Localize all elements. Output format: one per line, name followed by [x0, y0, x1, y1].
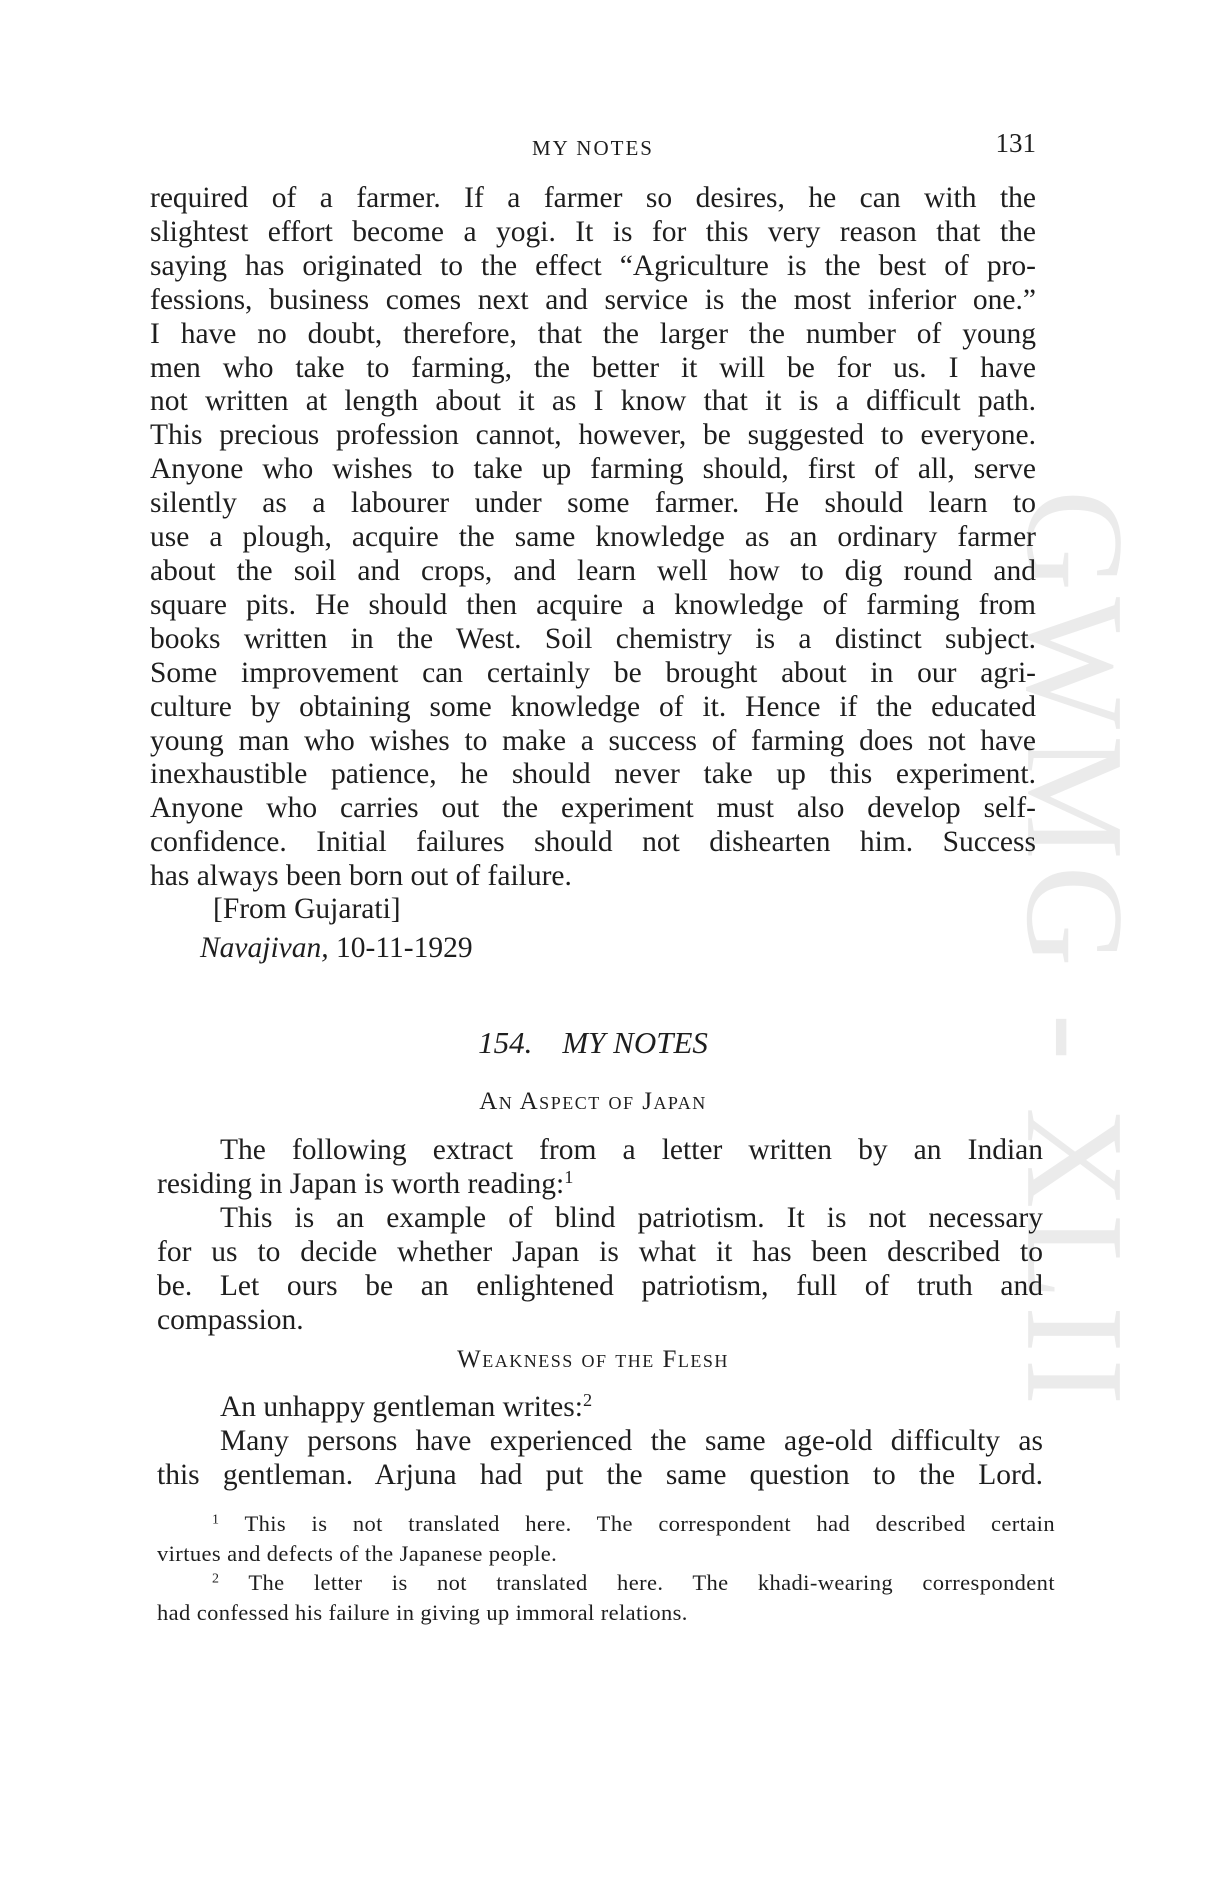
section-heading: Weakness of the Flesh — [457, 1346, 729, 1373]
footnote-line: virtues and defects of the Japanese people. — [157, 1540, 558, 1566]
text-line: Anyone who wishes to take up farming should, first of all, serve — [150, 453, 1036, 486]
running-head: MY NOTES — [532, 136, 654, 160]
text-line: this gentleman. Arjuna had put the same question to the Lord. — [157, 1458, 1043, 1491]
text-line: has always been born out of failure. — [150, 860, 572, 893]
text-line: silently as a labourer under some farmer. He should learn to — [150, 487, 1036, 520]
source-label: [From Gujarati] — [213, 893, 401, 925]
footnote-ref: 1 — [564, 1166, 574, 1187]
text-line: Anyone who carries out the experiment must also develop self- — [150, 792, 1036, 825]
text-line: saying has originated to the effect “Agriculture is the best of pro- — [150, 249, 1036, 282]
text-line: not written at length about it as I know that it is a difficult path. — [150, 385, 1036, 418]
text-line: culture by obtaining some knowledge of it. Hence if the educated — [150, 690, 1036, 723]
source-date: 10-11-1929 — [336, 932, 473, 964]
text-line: use a plough, acquire the same knowledge as an ordinary farmer — [150, 521, 1036, 554]
text-line: fessions, business comes next and service is the most inferior one.” — [150, 283, 1036, 316]
page-header — [150, 128, 1036, 168]
article-number: 154. — [478, 1025, 533, 1060]
text-line: young man who wishes to make a success of farming does not have — [150, 724, 1036, 757]
text-line: Some improvement can certainly be brought about in our agri- — [150, 656, 1036, 689]
source-publication: Navajivan, — [200, 932, 329, 964]
source-citation — [200, 932, 473, 965]
text-line: Many persons have experienced the same age-old difficulty as — [220, 1424, 1043, 1457]
text-line: This is an example of blind patriotism. It is not necessary — [220, 1201, 1043, 1234]
section-2-body — [157, 1391, 1043, 1493]
footnote-marker: 1 — [212, 1512, 220, 1528]
article-title — [150, 1025, 1036, 1061]
text-line: for us to decide whether Japan is what it has been described to — [157, 1235, 1043, 1268]
text-line: square pits. He should then acquire a knowledge of farming from — [150, 588, 1036, 621]
text-line: slightest effort become a yogi. It is for this very reason that the — [150, 215, 1036, 248]
section-heading: An Aspect of Japan — [479, 1088, 707, 1115]
text-line: I have no doubt, therefore, that the larger the number of young — [150, 317, 1036, 350]
text-line: confidence. Initial failures should not dishearten him. Success — [150, 826, 1036, 859]
text-line: An unhappy gentleman writes:$^2$ — [220, 1389, 593, 1423]
text-line: The following extract from a letter written by an Indian — [220, 1134, 1043, 1166]
watermark-text: GWMG - XLII — [997, 489, 1153, 1411]
page-number: 131 — [995, 128, 1036, 158]
footnote-line: $^2$ The letter is not translated here. The khadi-wearing correspondent — [212, 1570, 1055, 1595]
footnote-ref: 2 — [582, 1389, 593, 1410]
text-line: compassion. — [157, 1303, 304, 1336]
text-line: about the soil and crops, and learn well how to dig round and — [150, 554, 1036, 587]
text-line: residing in Japan is worth reading:$^1$ — [157, 1166, 574, 1200]
article-title-text: MY NOTES — [562, 1025, 708, 1060]
text-line: be. Let ours be an enlightened patriotism, full of truth and — [157, 1269, 1043, 1302]
footnote-marker: 2 — [212, 1571, 220, 1587]
text-line: This precious profession cannot, however, be suggested to everyone. — [150, 419, 1036, 452]
text-line: required of a farmer. If a farmer so desires, he can with the — [150, 182, 1036, 214]
text-line: men who take to farming, the better it will be for us. I have — [150, 351, 1036, 384]
text-line: inexhaustible patience, he should never take up this experiment. — [150, 758, 1036, 791]
footnotes — [157, 1509, 1055, 1627]
footnote-line: $^1$ This is not translated here. The correspondent had described certain — [212, 1511, 1055, 1536]
section-1-body — [157, 1134, 1043, 1337]
continued-paragraph — [150, 182, 1036, 894]
footnote-line: had confessed his failure in giving up immoral relations. — [157, 1599, 688, 1625]
text-line: books written in the West. Soil chemistry is a distinct subject. — [150, 622, 1036, 655]
